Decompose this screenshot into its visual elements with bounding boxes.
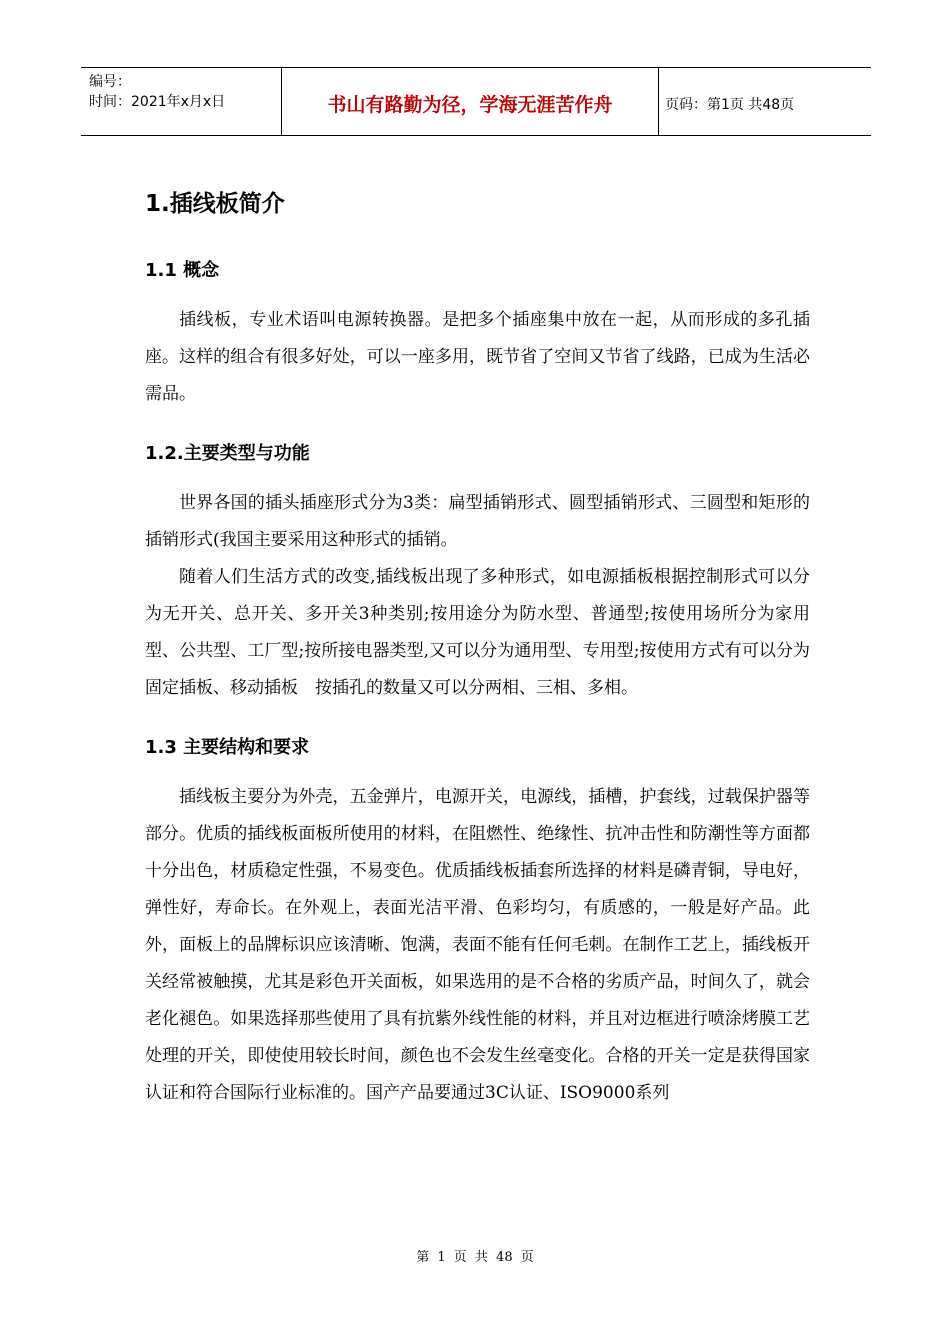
document-title: 1.插线板简介 xyxy=(145,191,285,217)
paragraph: 世界各国的插头插座形式分为3类：扁型插销形式、圆型插销形式、三圆型和矩形的插销形式(我国主要采用这种形式的插销。 xyxy=(145,493,810,550)
section-types xyxy=(145,439,810,707)
document-body xyxy=(145,180,810,1112)
document-time-label: 时间：2021年x月x日 xyxy=(89,94,226,110)
section-heading: 1.2.主要类型与功能 xyxy=(145,443,310,464)
header-motto: 书山有路勤为径，学海无涯苦作舟 xyxy=(282,68,659,135)
paragraph: 插线板，专业术语叫电源转换器。是把多个插座集中放在一起，从而形成的多孔插座。这样的组合有很多好处，可以一座多用，既节省了空间又节省了线路，已成为生活必需品。 xyxy=(145,310,810,404)
page-header xyxy=(81,67,871,136)
section-heading: 1.3 主要结构和要求 xyxy=(145,737,310,758)
section-concept xyxy=(145,256,810,413)
header-meta xyxy=(81,68,282,135)
paragraph: 插线板主要分为外壳，五金弹片，电源开关，电源线，插槽，护套线，过载保护器等部分。优质的插线板面板所使用的材料，在阻燃性、绝缘性、抗冲击性和防潮性等方面都十分出色，材质稳定性强，不易变色。优质插线板插套所选择的材料是磷青铜，导电好，弹性好，寿命长。在外观上，表面光洁平滑、色彩均匀，有质感的，一般是好产品。此外，面板上的品牌标识应该清晰、饱满，表面不能有任何毛刺。在制作工艺上，插线板开关经常被触摸，尤其是彩色开关面板，如果选用的是不合格的劣质产品，时间久了，就会老化褪色。如果选择那些使用了具有抗紫外线性能的材料，并且对边框进行喷涂烤膜工艺处理的开关，即使使用较长时间，颜色也不会发生丝毫变化。合格的开关一定是获得国家认证和符合国际行业标准的。国产产品要通过3C认证、ISO9000系列 xyxy=(145,787,810,1103)
paragraph: 随着人们生活方式的改变,插线板出现了多种形式，如电源插板根据控制形式可以分为无开关、总开关、多开关3种类别;按用途分为防水型、普通型;按使用场所分为家用型、公共型、工厂型;按所接电器类型,又可以分为通用型、专用型;按使用方式有可以分为固定插板、移动插板 按插孔的数量又可以分两相、三相、多相。 xyxy=(145,567,810,698)
document-number-label: 编号： xyxy=(89,74,131,90)
section-structure xyxy=(145,733,810,1112)
header-page-info: 页码：第1页 共48页 xyxy=(665,96,795,113)
page-footer: 第 1 页 共 48 页 xyxy=(416,1250,534,1265)
section-heading: 1.1 概念 xyxy=(145,260,220,281)
